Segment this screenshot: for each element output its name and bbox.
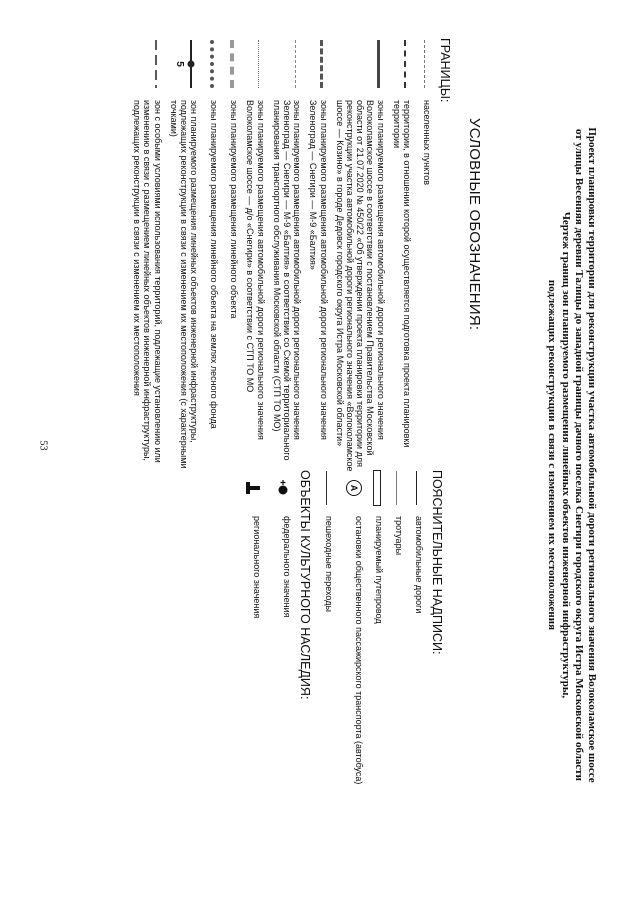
legend-text: остановки общественного пассажирского транспорта (автобуса) — [354, 516, 364, 785]
zelenograd-road-zone-icon — [315, 38, 329, 90]
boundaries-header: ГРАНИЦЫ: — [438, 38, 452, 103]
legend-row-snegiri-zone — [245, 38, 265, 478]
road-line-icon — [410, 470, 424, 506]
legend-row-overpass — [370, 470, 384, 850]
legend-row-planning-territory — [392, 38, 412, 478]
circle-cross-icon — [274, 479, 292, 497]
page-number: 53 — [37, 440, 49, 451]
point-number-label: 5 — [174, 61, 186, 67]
legend-row-zelenograd-zone — [308, 38, 328, 478]
title-line-2: от улицы Весенняя деревни Талицы до западной границы дачного поселка Снегири городского округа Истра Московской области — [572, 128, 585, 782]
title-line-1: Проект планировки территории для реконструкции участка автомобильной дороги регионального значения Волоколамское шоссе — [586, 127, 598, 783]
special-conditions-zone-icon — [149, 38, 163, 90]
legend-row-crosswalks — [320, 470, 334, 850]
legend-text: населенных пунктов — [422, 100, 432, 186]
legend-row-federal-heritage — [274, 470, 292, 850]
sidewalk-line-icon — [390, 470, 404, 506]
legend-row-linear-object-zone — [225, 38, 239, 478]
legend-text: зоны планируемого размещения автомобильной дороги регионального значения Волоколамское шоссе в соответствии с постановлением Правительства Московской области от 21.07.2020 № 450/22 «Об утверждении проекта планировки территории для реконструкции участка автомобильной дороги регионального значения «Волоколамское шоссе — Козино» в городе Дедовск городского округа Истра Московской области» — [334, 100, 386, 472]
boundaries-legend — [126, 38, 456, 478]
legend-text: зоны планируемого размещения линейного объекта на землях лесного фонда — [209, 100, 220, 429]
explanatory-legend — [238, 470, 448, 850]
document-title — [545, 30, 598, 880]
legend-row-bus-stop — [344, 470, 364, 850]
title-line-3: Чертеж границ зон планируемого размещения линейных объектов инженерной инфраструктуры, — [559, 211, 572, 699]
legend-text: зон с особыми условиями использования территорий, подлежащие установлению или изменению в связи с размещением линейных объектов инженерной инфраструктуры, подлежащих реконструкции в связи с изменением их местоположения — [132, 100, 163, 463]
legend-text: тротуары — [394, 516, 404, 556]
legend-title: УСЛОВНЫЕ ОБОЗНАЧЕНИЯ: — [466, 118, 483, 331]
legend-text: зоны планируемого размещения автомобильной дороги регионального значения Зеленоград — Снегири — М-9 «Балтия» в соответствии со Схемой территориального планирования транспортного обслуживания Московской области (СТП ТО МО) — [271, 100, 303, 461]
legend-text: зон планируемого размещения линейных объектов инженерной инфраструктуры, подлежащих реконструкции в связи с изменением их местоположения (с характерными точками) — [168, 100, 200, 469]
planning-territory-boundary-icon — [398, 38, 412, 90]
volokolamsk-road-zone-icon — [372, 38, 386, 90]
snegiri-road-zone-icon — [252, 38, 266, 90]
legend-row-zelenograd-stp-zone — [272, 38, 303, 478]
settlement-boundary-icon — [418, 38, 432, 90]
legend-text: зоны планируемого размещения автомобильной дороги регионального значения Волоколамское шоссе — д/о «Снегири» в соответствии с СТП ТО МО — [245, 100, 266, 440]
monument-icon — [244, 479, 262, 497]
heritage-header: ОБЪЕКТЫ КУЛЬТУРНОГО НАСЛЕДИЯ: — [298, 470, 312, 700]
legend-row-sidewalks — [390, 470, 404, 850]
linear-object-zone-icon — [225, 38, 239, 90]
line-with-point-icon — [184, 40, 198, 88]
legend-text: зоны планируемого размещения автомобильной дороги регионального значения Зеленоград — Снегири — М-9 «Балтия» — [308, 100, 329, 440]
legend-text: регионального значения — [252, 516, 262, 619]
crosswalk-line-icon — [320, 470, 334, 506]
overpass-icon — [370, 470, 384, 506]
legend-text: пешеходные переходы — [324, 516, 334, 612]
legend-row-roads — [410, 470, 424, 850]
bus-stop-icon — [344, 470, 364, 506]
legend-row-regional-heritage — [244, 470, 262, 850]
federal-heritage-icon — [274, 470, 292, 506]
legend-text: территории, в отношении которой осуществляется подготовка проекта планировки территории — [391, 100, 412, 448]
legend-text: зоны планируемого размещения линейного объекта — [229, 100, 240, 319]
legend-text: федерального значения — [282, 516, 292, 618]
forest-fund-zone-icon — [205, 38, 219, 90]
legend-row-settlements — [418, 38, 432, 478]
legend-row-engineering-zone — [169, 38, 200, 478]
engineering-zone-point-icon — [173, 38, 199, 90]
explanatory-header: ПОЯСНИТЕЛЬНЫЕ НАДПИСИ: — [430, 470, 444, 655]
legend-text: автомобильные дороги — [414, 516, 424, 614]
legend-row-special-conditions-zone — [132, 38, 163, 478]
legend-row-volokolamsk-zone — [335, 38, 386, 478]
rotated-page-content — [48, 30, 608, 880]
legend-text: планируемый путепровод — [374, 516, 384, 624]
title-line-4: подлежащих реконструкции в связи с изменением их местоположения — [546, 279, 559, 631]
zelenograd-stp-zone-icon — [288, 38, 302, 90]
legend-row-forest-zone — [205, 38, 219, 478]
regional-heritage-icon — [244, 470, 262, 506]
dash-long-icon — [149, 40, 163, 88]
bus-stop-letter: A — [346, 480, 362, 496]
